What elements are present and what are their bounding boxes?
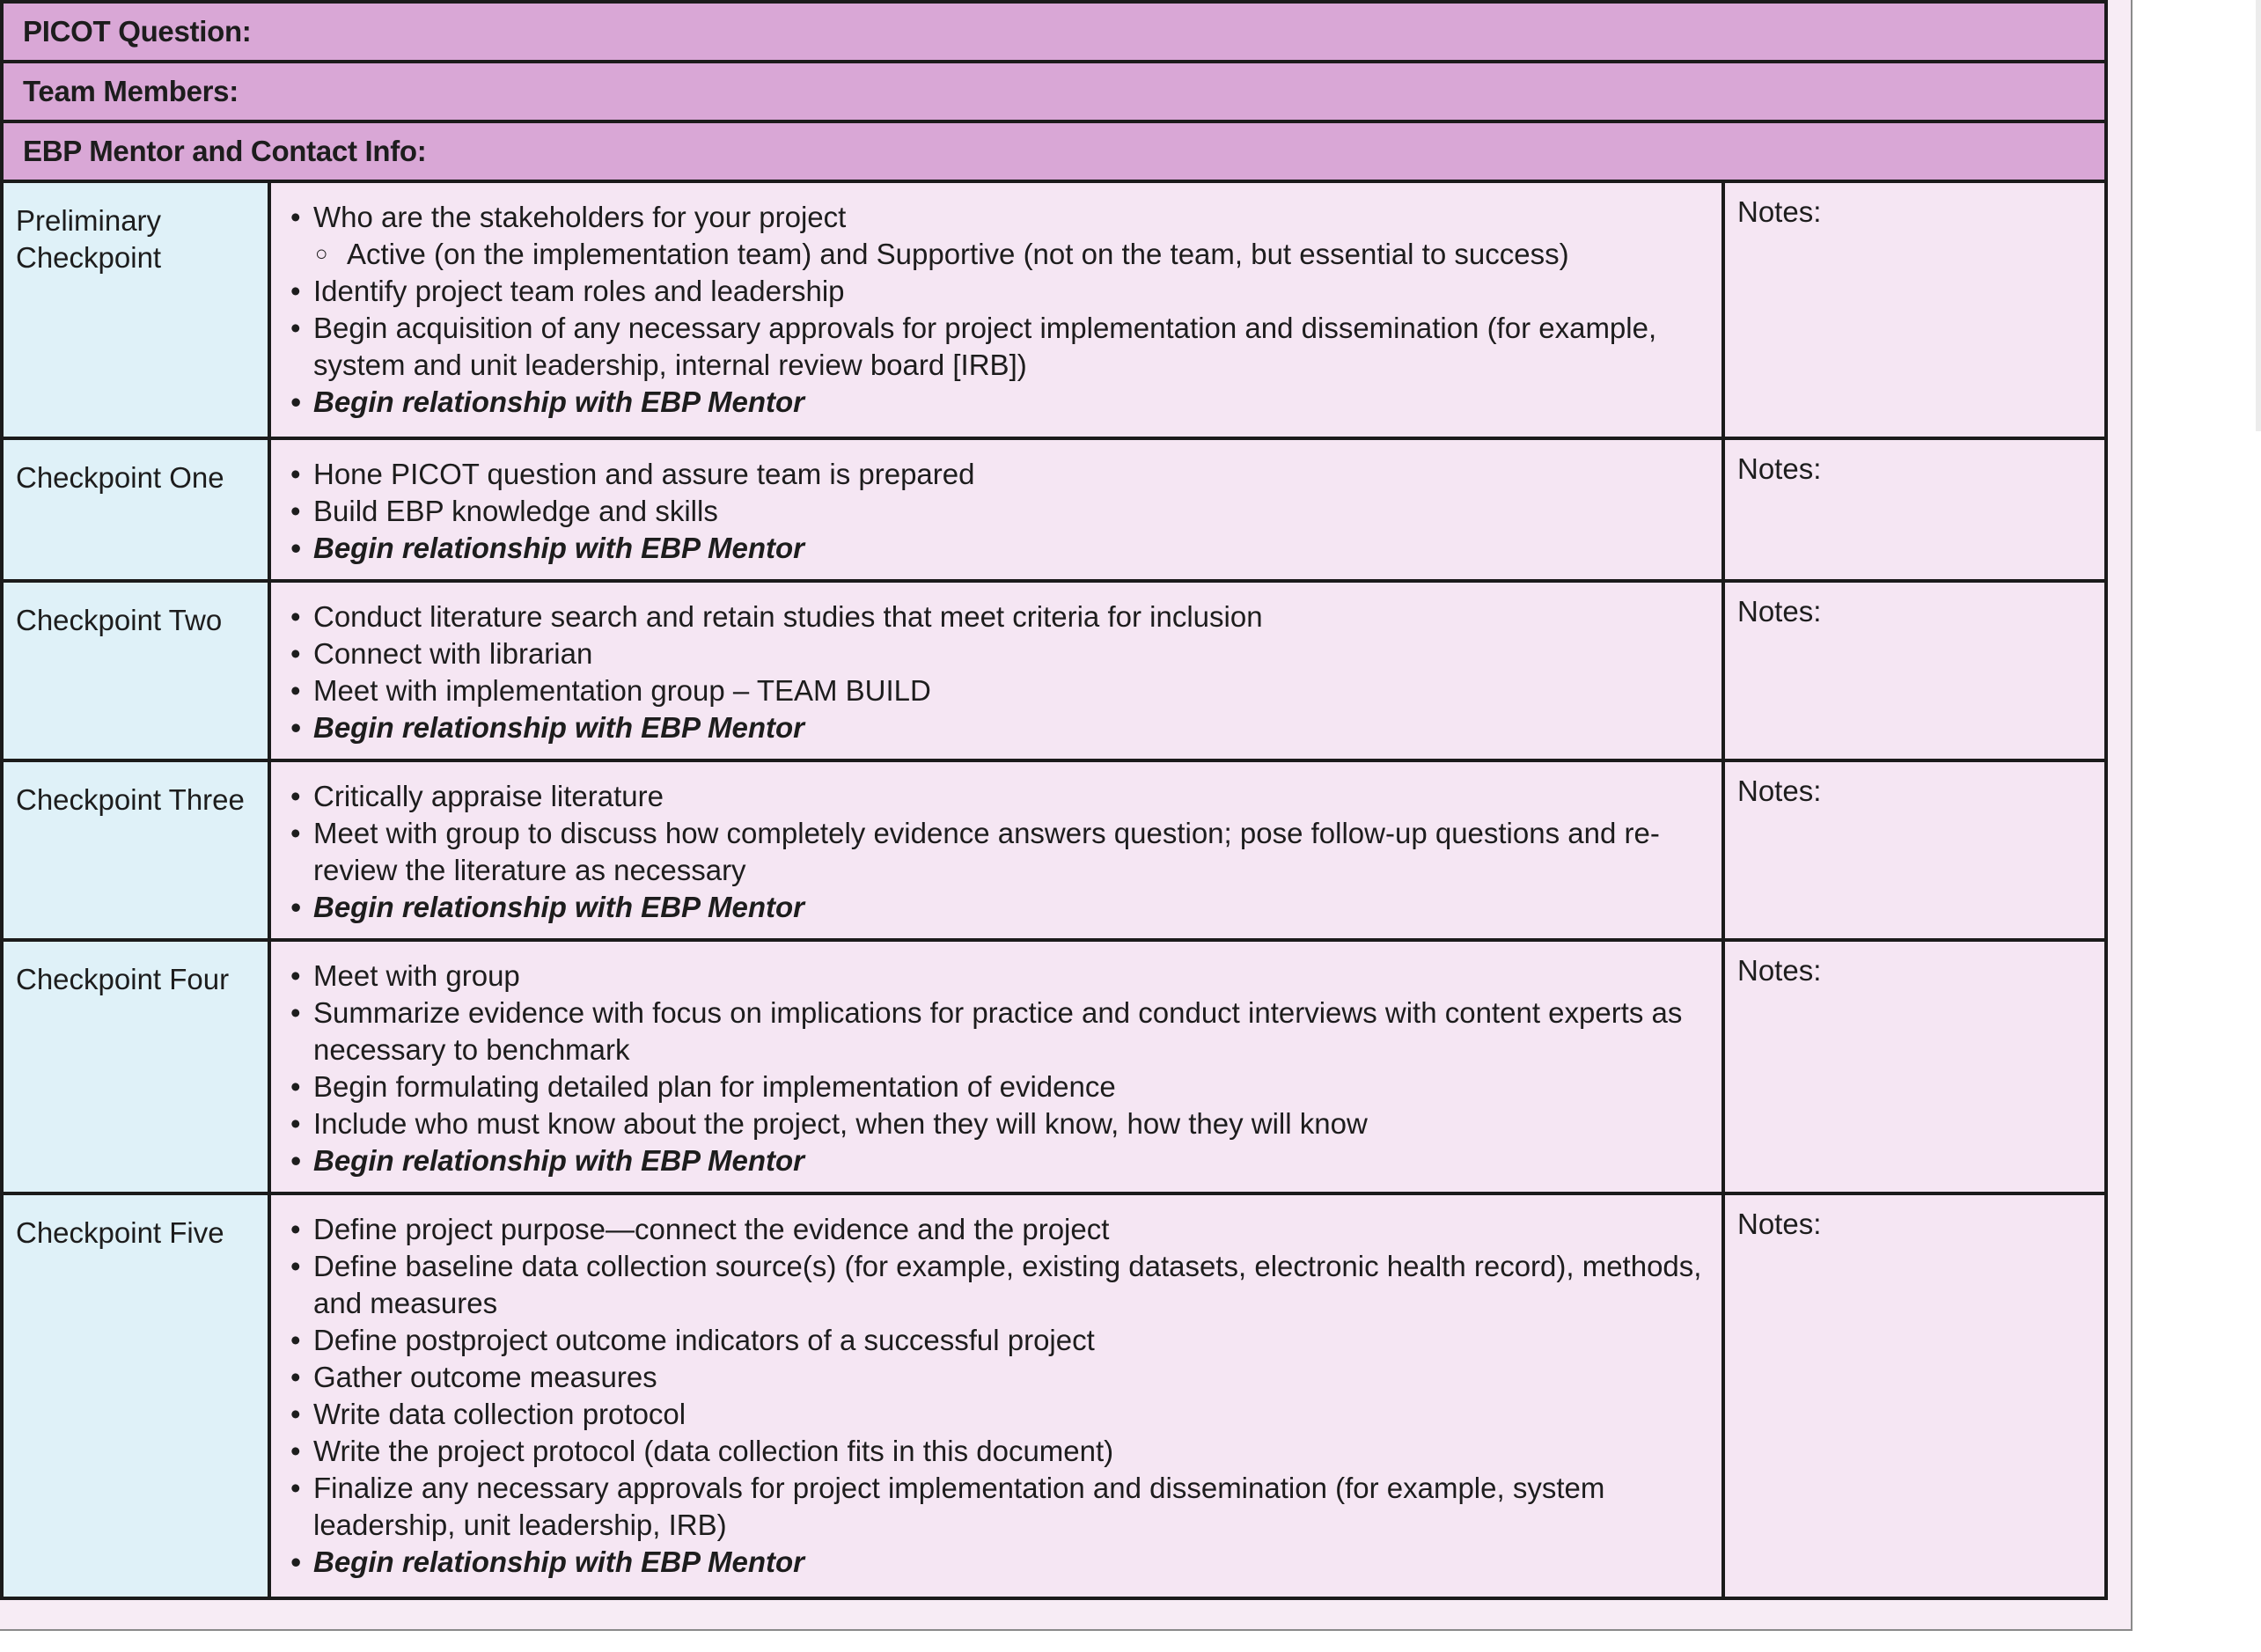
checkpoint-row: [2, 1193, 2106, 1598]
bullet-icon: •: [290, 1546, 301, 1578]
task-item: [283, 1105, 1709, 1142]
task-text: Meet with group: [313, 959, 520, 992]
task-item: [283, 1322, 1709, 1359]
mentor-task-item: [283, 709, 1709, 746]
bullet-icon: •: [290, 817, 301, 849]
checkpoint-label: Checkpoint Four: [2, 940, 269, 1193]
task-item: [283, 1359, 1709, 1396]
task-text: Who are the stakeholders for your project: [313, 201, 847, 233]
task-text: Connect with librarian: [313, 637, 593, 670]
team-members-label: Team Members:: [2, 62, 2106, 121]
task-item: [283, 815, 1709, 889]
notes-label: Notes:: [1737, 595, 1822, 628]
bullet-icon: •: [290, 312, 301, 344]
mentor-task-item: [283, 889, 1709, 926]
checkpoint-row: [2, 940, 2106, 1193]
bullet-icon: •: [290, 201, 301, 233]
bullet-icon: •: [290, 1361, 301, 1393]
task-text: Meet with implementation group – TEAM BUILD: [313, 674, 931, 707]
ebp-mentor-label: EBP Mentor and Contact Info:: [2, 121, 2106, 181]
bullet-icon: •: [290, 711, 301, 744]
bullet-icon: •: [290, 959, 301, 992]
bullet-icon: •: [290, 458, 301, 490]
checkpoint-tasks: [269, 581, 1723, 760]
notes-label: Notes:: [1737, 775, 1822, 807]
task-item: [283, 635, 1709, 672]
bullet-icon: •: [290, 1070, 301, 1103]
task-text: Begin relationship with EBP Mentor: [313, 1546, 804, 1578]
task-text: Active (on the implementation team) and Supportive (not on the team, but essential to success): [347, 238, 1569, 270]
task-text: Write the project protocol (data collection fits in this document): [313, 1435, 1114, 1467]
task-item: [283, 598, 1709, 635]
task-text: Begin relationship with EBP Mentor: [313, 1144, 804, 1177]
task-list: [283, 456, 1709, 567]
task-text: Begin acquisition of any necessary approvals for project implementation and dissemination (for example, system and unit leadership, internal review board [IRB]): [313, 312, 1657, 381]
checkpoint-label: Preliminary Checkpoint: [2, 181, 269, 438]
task-text: Begin relationship with EBP Mentor: [313, 711, 804, 744]
task-text: Begin relationship with EBP Mentor: [313, 532, 804, 564]
sub-task-item: [283, 236, 1709, 273]
task-item: [283, 958, 1709, 995]
task-text: Hone PICOT question and assure team is prepared: [313, 458, 975, 490]
task-item: [283, 778, 1709, 815]
task-text: Critically appraise literature: [313, 780, 664, 812]
bullet-icon: •: [290, 996, 301, 1029]
task-text: Conduct literature search and retain studies that meet criteria for inclusion: [313, 600, 1263, 633]
task-item: [283, 273, 1709, 310]
checkpoint-tasks: [269, 940, 1723, 1193]
notes-field: [1723, 181, 2106, 438]
bullet-icon: •: [290, 532, 301, 564]
task-text: Begin formulating detailed plan for implementation of evidence: [313, 1070, 1116, 1103]
bullet-icon: •: [290, 495, 301, 527]
picot-question-label: PICOT Question:: [2, 2, 2106, 62]
task-item: [283, 310, 1709, 384]
checkpoint-row: [2, 581, 2106, 760]
task-item: [283, 1433, 1709, 1470]
task-item: [283, 1211, 1709, 1248]
bullet-icon: •: [290, 674, 301, 707]
task-text: Begin relationship with EBP Mentor: [313, 385, 804, 418]
task-item: [283, 995, 1709, 1068]
task-text: Define postproject outcome indicators of a successful project: [313, 1324, 1095, 1356]
mentor-task-item: [283, 384, 1709, 421]
task-item: [283, 199, 1709, 236]
hollow-bullet-icon: ○: [315, 242, 328, 266]
checkpoint-label: Checkpoint One: [2, 438, 269, 581]
bullet-icon: •: [290, 275, 301, 307]
bullet-icon: •: [290, 1250, 301, 1282]
notes-field: [1723, 760, 2106, 940]
task-text: Define baseline data collection source(s) (for example, existing datasets, electronic health record), methods, and measures: [313, 1250, 1702, 1319]
notes-field: [1723, 940, 2106, 1193]
bullet-icon: •: [290, 1107, 301, 1140]
bullet-icon: •: [290, 600, 301, 633]
notes-field: [1723, 438, 2106, 581]
checkpoint-row: [2, 438, 2106, 581]
bullet-icon: •: [290, 1472, 301, 1504]
task-text: Meet with group to discuss how completely evidence answers question; pose follow-up questions and re-review the literature as necessary: [313, 817, 1660, 886]
checkpoint-label: Checkpoint Three: [2, 760, 269, 940]
checkpoint-label: Checkpoint Two: [2, 581, 269, 760]
header-row-mentor: [2, 121, 2106, 181]
task-item: [283, 1248, 1709, 1322]
header-row-picot: [2, 2, 2106, 62]
task-text: Summarize evidence with focus on implications for practice and conduct interviews with content experts as necessary to benchmark: [313, 996, 1683, 1066]
task-text: Gather outcome measures: [313, 1361, 657, 1393]
bullet-icon: •: [290, 1144, 301, 1177]
bullet-icon: •: [290, 1324, 301, 1356]
task-item: [283, 493, 1709, 530]
checkpoint-tasks: [269, 438, 1723, 581]
notes-label: Notes:: [1737, 1208, 1822, 1240]
bullet-icon: •: [290, 637, 301, 670]
notes-label: Notes:: [1737, 195, 1822, 228]
bullet-icon: •: [290, 385, 301, 418]
bullet-icon: •: [290, 1435, 301, 1467]
task-list: [283, 199, 1709, 421]
task-list: [283, 598, 1709, 746]
task-text: Define project purpose—connect the evidence and the project: [313, 1213, 1110, 1245]
notes-field: [1723, 581, 2106, 760]
task-list: [283, 1211, 1709, 1581]
task-text: Include who must know about the project, when they will know, how they will know: [313, 1107, 1368, 1140]
page-edge-mark: [2256, 0, 2261, 431]
bullet-icon: •: [290, 891, 301, 923]
mentor-task-item: [283, 530, 1709, 567]
checkpoint-tasks: [269, 1193, 1723, 1598]
mentor-task-item: [283, 1142, 1709, 1179]
mentor-task-item: [283, 1544, 1709, 1581]
notes-label: Notes:: [1737, 954, 1822, 987]
task-text: Begin relationship with EBP Mentor: [313, 891, 804, 923]
checkpoint-row: [2, 760, 2106, 940]
task-item: [283, 1068, 1709, 1105]
checkpoint-label: Checkpoint Five: [2, 1193, 269, 1598]
notes-field: [1723, 1193, 2106, 1598]
task-text: Finalize any necessary approvals for project implementation and dissemination (for example, system leadership, unit leadership, IRB): [313, 1472, 1605, 1541]
task-item: [283, 1396, 1709, 1433]
checkpoint-row: [2, 181, 2106, 438]
bullet-icon: •: [290, 1213, 301, 1245]
task-text: Write data collection protocol: [313, 1398, 686, 1430]
header-row-team: [2, 62, 2106, 121]
task-item: [283, 456, 1709, 493]
task-list: [283, 958, 1709, 1179]
bullet-icon: •: [290, 780, 301, 812]
task-item: [283, 672, 1709, 709]
task-list: [283, 778, 1709, 926]
notes-label: Notes:: [1737, 452, 1822, 485]
task-text: Identify project team roles and leadership: [313, 275, 845, 307]
checkpoint-tasks: [269, 181, 1723, 438]
bullet-icon: •: [290, 1398, 301, 1430]
checkpoint-tasks: [269, 760, 1723, 940]
task-text: Build EBP knowledge and skills: [313, 495, 718, 527]
task-item: [283, 1470, 1709, 1544]
